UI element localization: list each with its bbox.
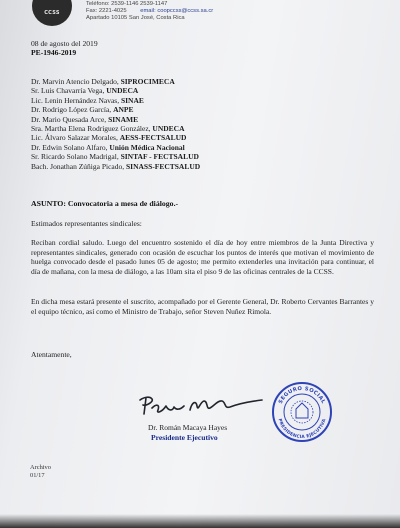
email-label: email: <box>140 8 156 15</box>
email-address[interactable] <box>140 8 213 14</box>
official-seal-stamp <box>271 381 333 443</box>
fax-line <box>86 8 213 15</box>
institution-logo <box>32 0 72 26</box>
address-line: Apartado 10105 San José, Costa Rica <box>86 15 185 22</box>
reference-number: PE-1946-2019 <box>31 48 77 57</box>
salutation: Estimados representantes sindicales: <box>31 219 142 228</box>
letterhead-contact <box>86 1 213 23</box>
phone-line: Teléfono: 2539-1146 2539-1147 <box>86 1 168 7</box>
logo-text: CCSS <box>44 10 60 16</box>
signer-name: Dr. Román Macaya Hayes <box>148 423 228 432</box>
body-paragraph-1: Reciban cordial saludo. Luego del encuentro sostenido el día de hoy entre miembros de la Junta Directiva y representantes sindicales, generado con ocasión de escuchar los puntos de interés que motivan el movimiento de huelga convocado desde el pasado lunes 05 de agosto; me permito extenderles una invitación para continuar, el día de mañana, con la mesa de diálogo, a las 10am sita el piso 9 de las oficinas centrales de la CCSS. <box>31 238 374 276</box>
svg-text:PRESIDENCIA EJECUTIVA: PRESIDENCIA EJECUTIVA <box>276 418 328 441</box>
recipient-item: Lic. Álvaro Salazar Morales, AESS-FECTSALUD <box>31 133 187 143</box>
archive-label: Archivo <box>30 464 51 471</box>
recipient-list <box>31 77 200 171</box>
handwritten-signature <box>134 392 269 420</box>
closing-line: Atentamente, <box>31 350 72 359</box>
recipient-item: Dr. Rodrigo López García, ANPE <box>31 105 134 115</box>
recipient-item: Dr. Marvin Atencio Delgado, SIPROCIMECA <box>31 77 175 86</box>
recipient-item: Bach. Jonathan Zúñiga Picado, SINASS-FECTSALUD <box>31 161 201 171</box>
signer-title: Presidente Ejecutivo <box>151 433 218 442</box>
recipient-item: Sra. Martha Elena Rodríguez González, UNDECA <box>31 124 185 134</box>
recipient-item: Sr. Luis Chavarría Vega, UNDECA <box>31 86 139 96</box>
recipient-item: Lic. Lenin Hernández Navas, SINAE <box>31 95 144 105</box>
archive-code: 01/17 <box>30 472 45 479</box>
fax-number: Fax: 2221-4025 <box>86 8 127 15</box>
recipient-item: Sr. Ricardo Solano Madrigal, SINTAF - FECTSALUD <box>31 152 199 162</box>
email-value: coopccss@ccss.sa.cr <box>157 8 214 15</box>
subject-line: ASUNTO: Convocatoria a mesa de diálogo.- <box>31 199 179 208</box>
svg-text:SEGURO SOCIAL: SEGURO SOCIAL <box>277 385 327 405</box>
archive-note <box>30 464 51 480</box>
recipient-item: Dr. Mario Quesada Arce, SINAME <box>31 114 139 124</box>
recipient-item: Dr. Edwin Solano Alfaro, Unión Médica Nacional <box>31 142 185 152</box>
photo-edge-shadow <box>0 514 400 528</box>
body-paragraph-2: En dicha mesa estará presente el suscrito, acompañado por el Gerente General, Dr. Roberto Cervantes Barrantes y el equipo técnico, así como el Ministro de Trabajo, señor Steven Nuñez Rimola. <box>31 297 374 316</box>
letter-date: 08 de agosto del 2019 <box>31 39 98 48</box>
